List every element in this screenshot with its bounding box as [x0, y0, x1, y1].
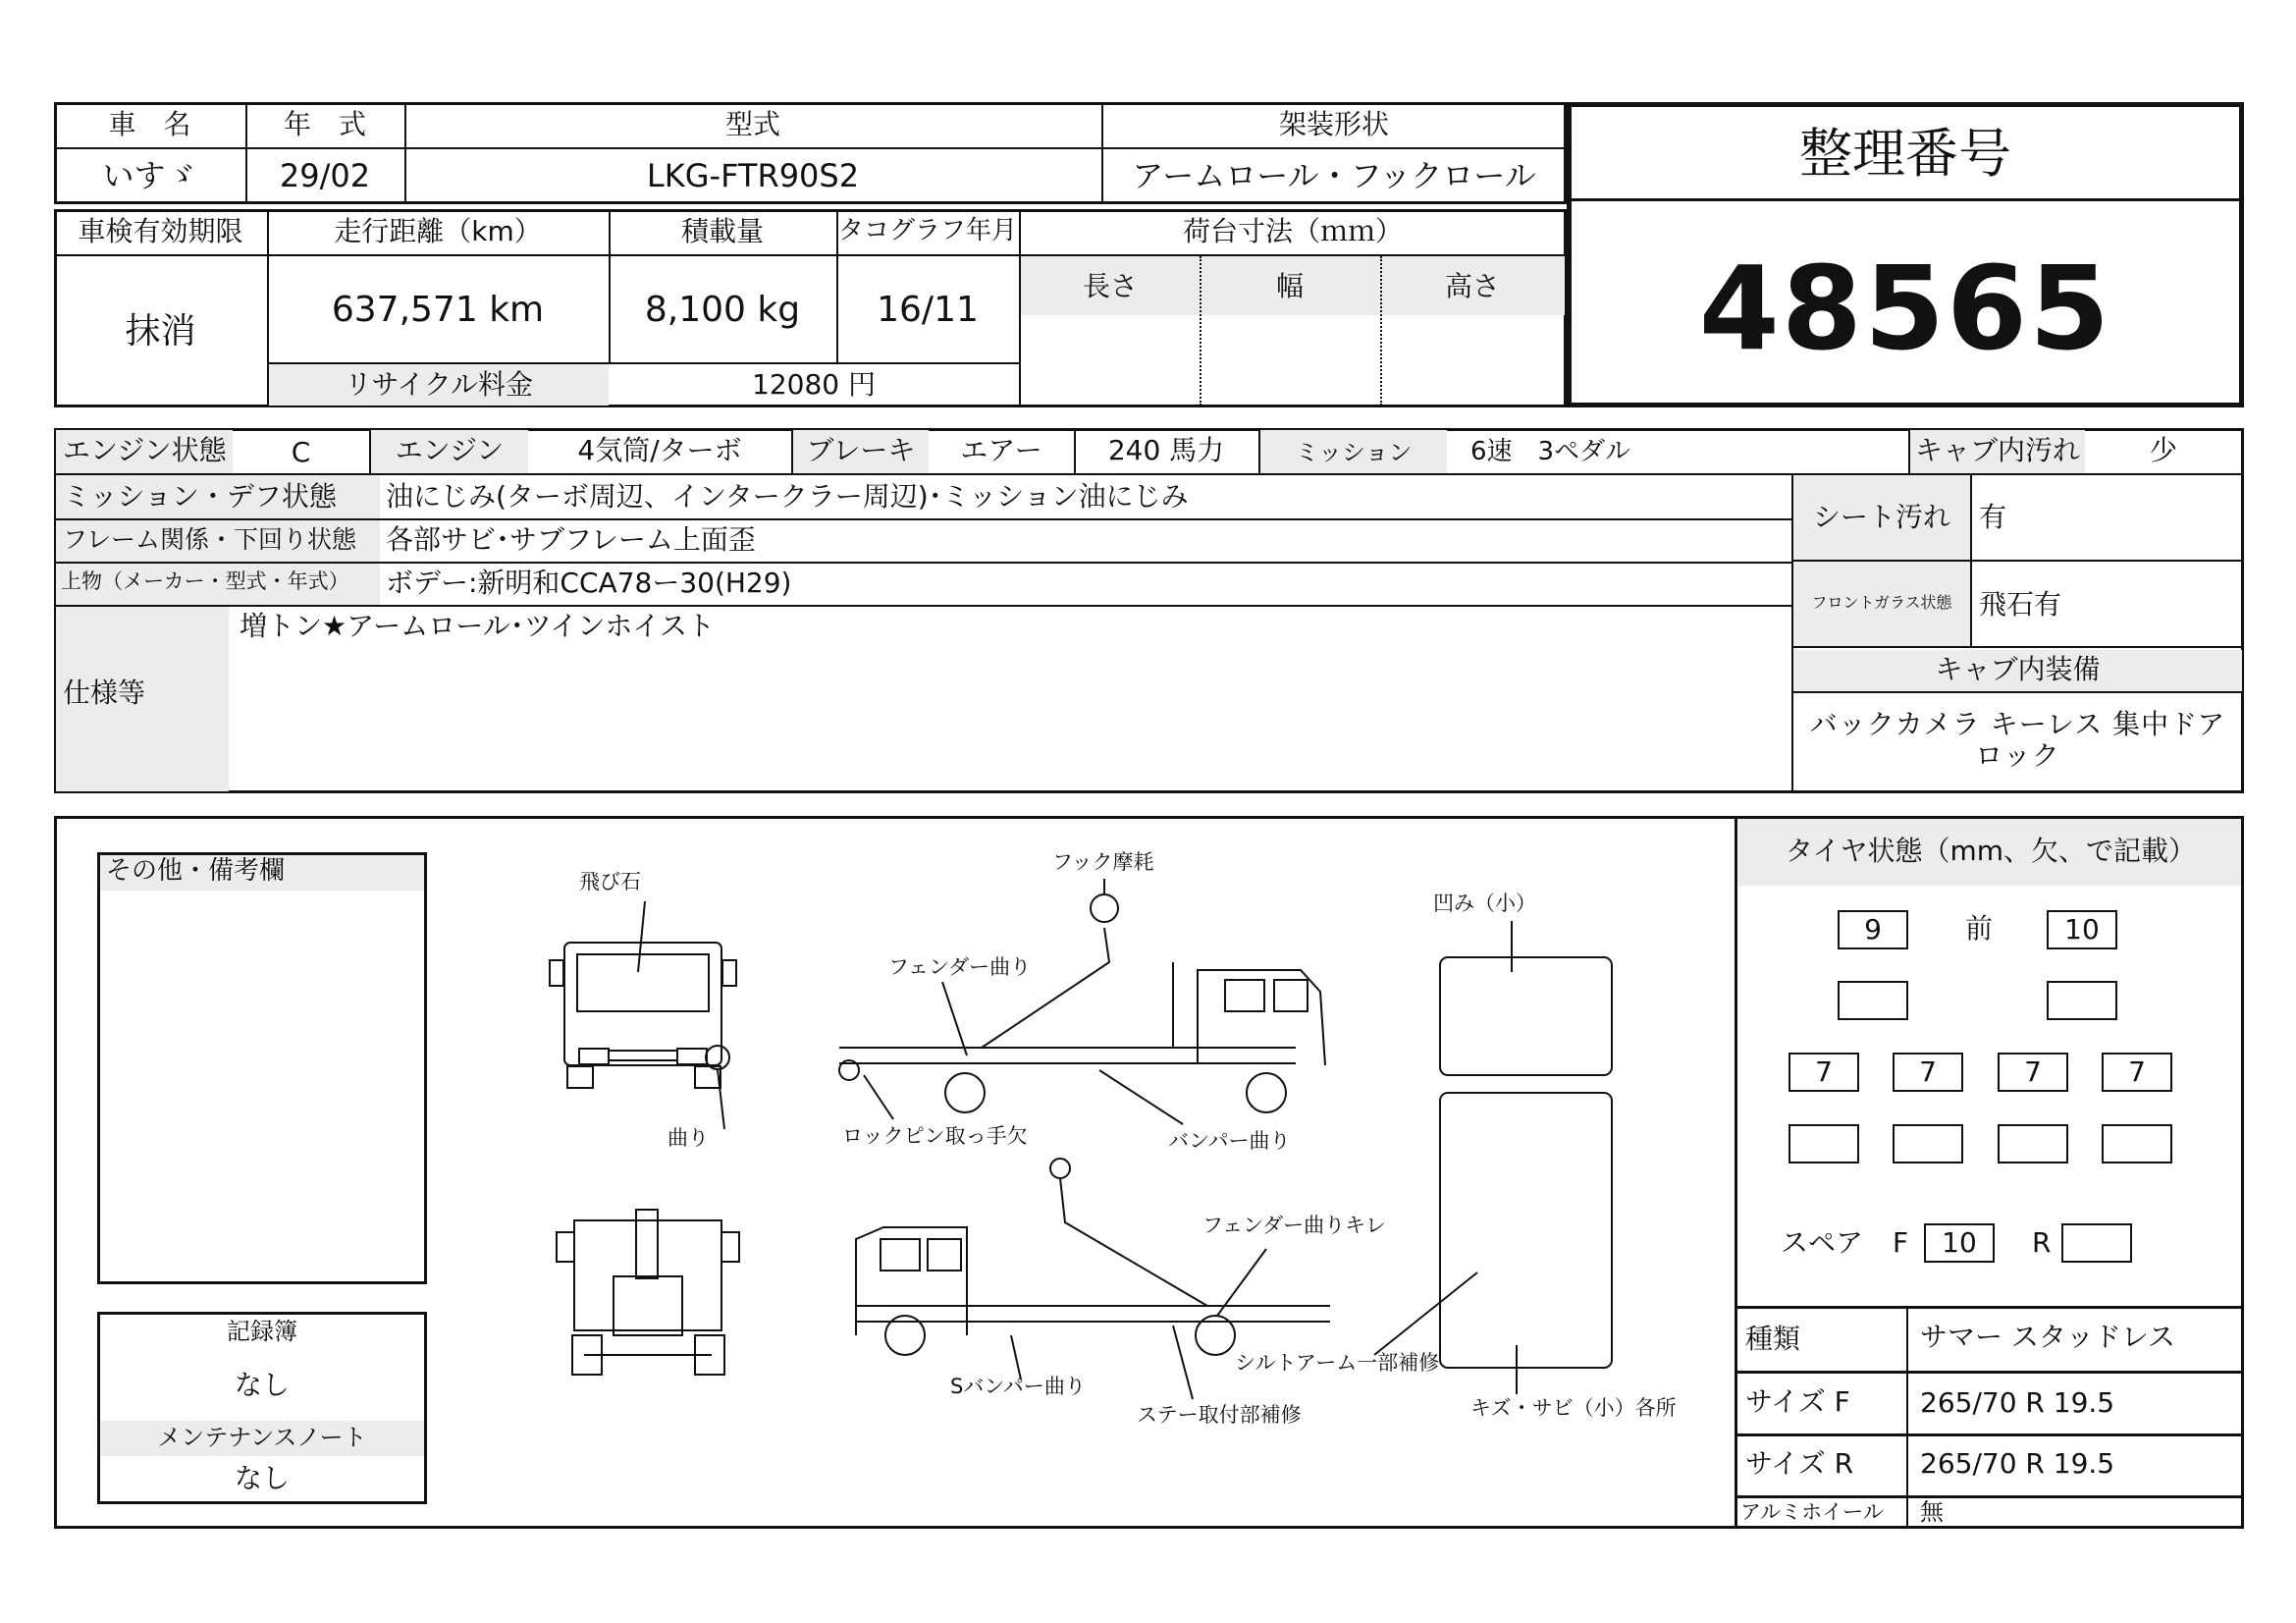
annotation-bend: 曲り: [667, 1126, 709, 1150]
year-header: 年 式: [283, 108, 366, 140]
cargo-length-label: 長さ: [1082, 270, 1138, 302]
ref-number-label: 整理番号: [1799, 123, 2011, 185]
body-type-header: 架装形状: [1278, 108, 1389, 140]
side-view-truck-top-icon: [839, 894, 1325, 1112]
mileage-label: 走行距離（km）: [334, 215, 542, 247]
cargo-label: 荷台寸法（ｍｍ）: [1182, 215, 1403, 247]
annotation-stay: ステー取付部補修: [1137, 1403, 1302, 1427]
spare-r-label: R: [2032, 1226, 2052, 1259]
spec-label: 仕様等: [63, 676, 146, 709]
annotation-shilt: シルトアーム一部補修: [1235, 1351, 1440, 1375]
tire-front-left: 9: [1838, 910, 1908, 949]
tire-front-label: 前: [1964, 912, 1993, 945]
front-view-truck-icon: [550, 943, 736, 1088]
size-r-label: サイズ R: [1745, 1447, 1854, 1480]
tachograph-label: タコグラフ年月: [837, 216, 1017, 245]
top-view-cab-icon: [1440, 957, 1612, 1075]
spare-r-value: [2061, 1223, 2132, 1263]
annotation-s-bumper: Sバンパー曲り: [950, 1375, 1086, 1398]
record-label: 記録簿: [227, 1318, 297, 1345]
tire-front-right-2: [2047, 981, 2117, 1020]
annotation-fender-cut: フェンダー曲りキレ: [1202, 1214, 1386, 1237]
engine-state-label: エンジン状態: [63, 434, 227, 466]
recycle-label: リサイクル料金: [344, 368, 534, 401]
tire-rear-2: 7: [1893, 1053, 1963, 1092]
horsepower-value: 240 馬力: [1107, 434, 1225, 466]
mission-label: ミッション: [1295, 439, 1413, 466]
brake-value: エアー: [960, 434, 1042, 466]
tire-type-value: サマー スタッドレス: [1920, 1321, 2176, 1353]
body-type-value: アームロール・フックロール: [1132, 157, 1536, 194]
recycle-value: 12080 円: [752, 368, 876, 401]
glass-value: 飛石有: [1979, 588, 2062, 621]
annotation-stone: 飛び石: [579, 870, 641, 893]
seat-label: シート汚れ: [1812, 501, 1950, 533]
top-view-body-icon: [1440, 1093, 1612, 1368]
size-r-value: 265/70 R 19.5: [1920, 1447, 2115, 1480]
seat-value: 有: [1979, 501, 2007, 533]
cab-equip-label: キャブ内装備: [1935, 653, 2101, 685]
upper-label: 上物（メーカー・型式・年式）: [61, 569, 349, 593]
annotation-fender: フェンダー曲り: [888, 955, 1032, 979]
tire-rear-3b: [1998, 1124, 2068, 1163]
name-header: 車 名: [108, 108, 191, 140]
year-value: 29/02: [279, 157, 371, 194]
mission-diff-label: ミッション・デフ状態: [63, 480, 337, 513]
name-value: いすゞ: [102, 157, 197, 194]
engine-label: エンジン: [395, 434, 505, 466]
remarks-label: その他・備考欄: [106, 856, 286, 886]
annotation-dent: 凹み（小）: [1433, 892, 1536, 915]
cab-equip-value: バックカメラ キーレス 集中ドアロック: [1809, 708, 2226, 772]
mileage-value: 637,571 km: [331, 290, 545, 330]
brake-label: ブレーキ: [806, 434, 916, 466]
annotation-bumper: バンパー曲り: [1168, 1129, 1291, 1153]
tire-type-label: 種類: [1745, 1323, 1801, 1355]
cab-dirt-label: キャブ内汚れ: [1914, 434, 2080, 466]
mission-diff-value: 油にじみ(ターボ周辺、インタークラー周辺)･ミッション油にじみ: [386, 480, 1189, 513]
annotation-hook: フック摩耗: [1052, 850, 1154, 874]
spare-f-value: 10: [1924, 1223, 1995, 1263]
capacity-label: 積載量: [680, 215, 764, 247]
tire-front-right: 10: [2047, 910, 2117, 949]
spare-label: スペア: [1781, 1226, 1864, 1259]
tire-rear-2b: [1893, 1124, 1963, 1163]
maintenance-label: メンテナンスノート: [157, 1424, 367, 1451]
cab-dirt-value: 少: [2149, 434, 2177, 466]
tire-rear-1: 7: [1789, 1053, 1859, 1092]
engine-state-value: C: [291, 436, 311, 468]
tire-rear-1b: [1789, 1124, 1859, 1163]
tachograph-value: 16/11: [877, 290, 979, 330]
side-view-truck-bottom-icon: [856, 1159, 1330, 1355]
frame-label: フレーム関係・下回り状態: [63, 525, 357, 554]
size-f-value: 265/70 R 19.5: [1920, 1386, 2115, 1419]
inspection-value: 抹消: [125, 311, 196, 352]
model-value: LKG-FTR90S2: [646, 157, 860, 194]
rear-view-truck-icon: [557, 1210, 739, 1375]
annotation-scratch: キズ・サビ（小）各所: [1470, 1396, 1677, 1420]
glass-label: フロントガラス状態: [1811, 593, 1952, 612]
annotation-lockpin: ロックピン取っ手欠: [842, 1124, 1028, 1148]
spec-value: 増トン★アームロール･ツインホイスト: [240, 610, 716, 642]
spare-f-label: F: [1893, 1226, 1909, 1259]
tire-rear-3: 7: [1998, 1053, 2068, 1092]
ref-number: 48565: [1698, 241, 2112, 376]
cargo-height-label: 高さ: [1444, 270, 1500, 302]
alumi-value: 無: [1920, 1498, 1944, 1526]
cargo-width-label: 幅: [1275, 270, 1304, 302]
capacity-value: 8,100 kg: [644, 290, 801, 330]
record-value: なし: [234, 1369, 290, 1401]
engine-value: 4気筒/ターボ: [577, 434, 742, 466]
maintenance-value: なし: [234, 1462, 290, 1494]
model-header: 型式: [724, 108, 780, 140]
inspection-label: 車検有効期限: [78, 215, 243, 247]
size-f-label: サイズ F: [1745, 1385, 1850, 1418]
tire-rear-4: 7: [2102, 1053, 2172, 1092]
alumi-label: アルミホイール: [1740, 1500, 1884, 1524]
tire-title: タイヤ状態（mm、欠、で記載）: [1786, 835, 2196, 867]
frame-value: 各部サビ･サブフレーム上面歪: [386, 523, 756, 556]
upper-value: ボデー:新明和CCA78ー30(H29): [386, 567, 792, 599]
tire-rear-4b: [2102, 1124, 2172, 1163]
tire-front-left-2: [1838, 981, 1908, 1020]
mission-value: 6速 3ペダル: [1470, 437, 1631, 466]
